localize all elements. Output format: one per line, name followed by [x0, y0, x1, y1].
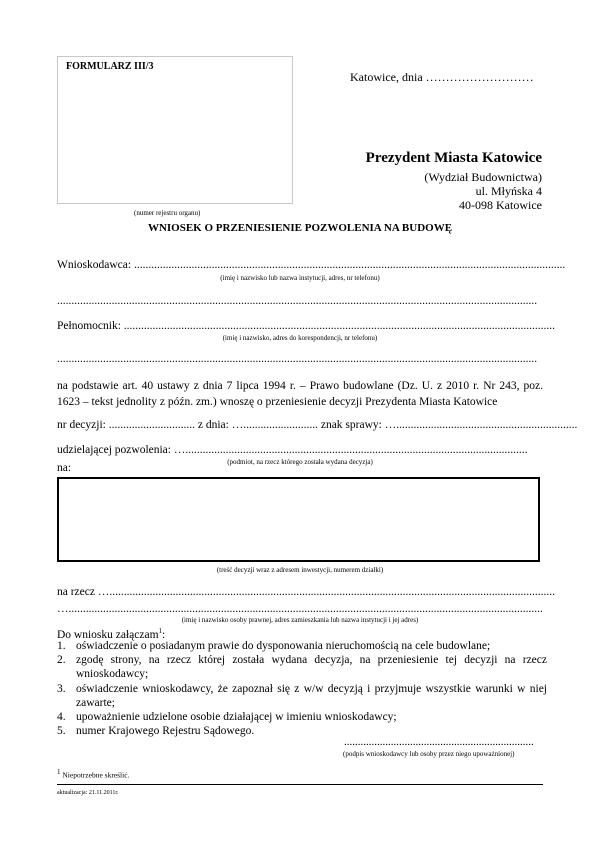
list-item-text: zgodę strony, na rzecz której została wydana decyzja, na przeniesienie tej decyzji na rzecz wnioskodawcy;	[76, 654, 547, 681]
recipient-postal-city: 40-098 Katowice	[459, 198, 542, 212]
for-field-continued[interactable]: ….....................................................................................................................................................................	[57, 603, 543, 615]
document-title: WNIOSEK O PRZENIESIENIE POZWOLENIA NA BUDOWĘ	[147, 222, 453, 234]
attachments-heading: Do wniosku załączam$^1$:	[57, 627, 166, 641]
list-item-number: 3.	[57, 682, 66, 695]
granting-label: udzielającej pozwolenia:	[57, 444, 171, 456]
on-label: na:	[57, 462, 72, 474]
proxy-field[interactable]: Pełnomocnik: ......................................................................................................................................................	[57, 320, 556, 332]
decision-content-box[interactable]	[57, 477, 540, 562]
granting-field[interactable]: udzielającej pozwolenia: ….......................................................................................................................	[57, 444, 528, 456]
city-date-field[interactable]: Katowice, dnia ………………………	[350, 70, 534, 84]
list-item	[57, 653, 547, 681]
content-caption: (treść decyzji wraz z adresem inwestycji, numerem działki)	[216, 566, 384, 574]
list-item-number: 2.	[57, 654, 66, 667]
list-item	[57, 682, 547, 710]
granting-caption: (podmiot, na rzecz którego została wydana decyzja)	[227, 458, 373, 466]
applicant-field[interactable]: Wnioskodawca: ......................................................................................................................................................	[57, 259, 566, 271]
signature-caption: (podpis wnioskodawcy lub osoby przez niego upoważnionej)	[343, 750, 515, 758]
applicant-field-continued[interactable]: .......................................................................................................................................................................	[57, 295, 538, 307]
signature-field[interactable]: .....................................................................	[344, 736, 534, 748]
form-code: FORMULARZ III/3	[66, 61, 154, 72]
proxy-label: Pełnomocnik:	[57, 320, 121, 332]
footnote-ref: 1	[57, 768, 61, 776]
list-item-number: 4.	[57, 711, 66, 724]
legal-basis-text: na podstawie art. 40 ustawy z dnia 7 lipca 1994 r. – Prawo budowlane (Dz. U. z 2010 r. Nr 243, poz. 1623 – tekst jednolity z późn. zm.) wnoszę o przeniesienie decyzji Prezydenta Miasta Katowice	[57, 380, 543, 408]
attachments-list	[57, 639, 547, 738]
list-item-number: 1.	[57, 640, 66, 652]
applicant-caption: (imię i nazwisko lub nazwa instytucji, adres, nr telefonu)	[220, 274, 380, 282]
list-item-text: oświadczenie o posiadanym prawie do dysponowania nieruchomością na cele budowlane;	[76, 640, 491, 652]
for-label: na rzecz	[57, 586, 95, 598]
proxy-field-continued[interactable]: .......................................................................................................................................................................	[57, 353, 538, 365]
footer-divider	[57, 784, 543, 785]
attachments-footnote-ref: 1	[158, 627, 163, 635]
case-number-label: znak sprawy:	[320, 419, 382, 431]
registry-caption: (numer rejestru organu)	[134, 209, 201, 217]
update-note: aktualizacja: 21.11.2011r.	[57, 790, 119, 796]
list-item	[57, 639, 547, 653]
list-item-text: upoważnienie udzielone osobie działającej w imieniu wnioskodawcy;	[76, 711, 397, 724]
recipient-department: (Wydział Budownictwa)	[424, 170, 542, 184]
recipient-street: ul. Młyńska 4	[475, 184, 542, 198]
decision-details-field[interactable]: nr decyzji: .............................. z dnia: ….......................... znak sprawy: …...............................................................	[57, 419, 578, 431]
list-item-number: 5.	[57, 725, 66, 738]
list-item	[57, 710, 547, 724]
decision-date-label: z dnia:	[197, 419, 229, 431]
list-item-text: oświadczenie wnioskodawcy, że zapoznał się z w/w decyzją i przyjmuje wszystkie warunki w niej zawarte;	[76, 682, 547, 709]
for-caption: (imię i nazwisko osoby prawnej, adres zamieszkania lub nazwa instytucji i jej adres)	[181, 616, 419, 624]
list-item-text: numer Krajowego Rejestru Sądowego.	[76, 725, 255, 738]
applicant-label: Wnioskodawca:	[57, 259, 132, 271]
footnote-text: Niepotrzebne skreślić.	[62, 770, 130, 780]
proxy-caption: (imię i nazwisko, adres do korespondencji, nr telefonu)	[222, 334, 378, 342]
recipient-title: Prezydent Miasta Katowice	[365, 150, 542, 166]
decision-number-label: nr decyzji:	[57, 419, 106, 431]
attachments-heading-text: Do wniosku załączam	[57, 628, 159, 641]
for-field[interactable]: na rzecz …...........................................................................................................................................................	[57, 586, 555, 598]
registry-stamp-box	[57, 56, 293, 204]
footnote	[57, 768, 129, 780]
